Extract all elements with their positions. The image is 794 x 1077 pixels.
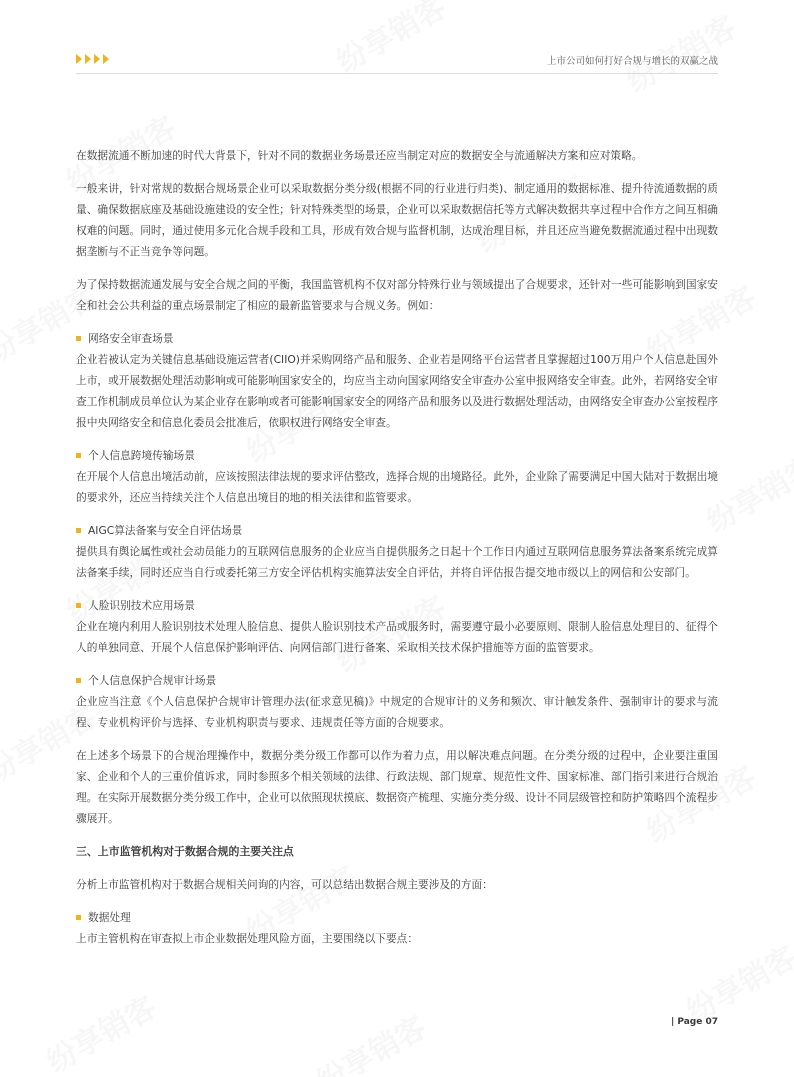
paragraph-analysis: 分析上市监管机构对于数据合规相关问询的内容，可以总结出数据合规主要涉及的方面： (76, 878, 493, 891)
section-heading-3: 三、上市监管机构对于数据合规的主要关注点 (76, 845, 294, 858)
section-heading (76, 445, 718, 466)
section-heading (76, 907, 718, 928)
section-title: AIGC算法备案与安全自评估场景 (88, 524, 243, 537)
section-body: 企业应当注意《个人信息保护合规审计管理办法(征求意见稿)》中规定的合规审计的义务和频次、审计触发条件、强制审计的要求与流程、专业机构评价与选择、专业机构职责与要求、违规责任等方面的合规要求。 (76, 695, 718, 729)
paragraph-intro: 在数据流通不断加速的时代大背景下，针对不同的数据业务场景还应当制定对应的数据安全与流通解决方案和应对策略。 (76, 149, 643, 162)
paragraph-classification: 在上述多个场景下的合规治理操作中，数据分类分级工作都可以作为着力点，用以解决难点问题。在分类分级的过程中，企业要注重国家、企业和个人的三重价值诉求，同时参照多个相关领域的法律、行政法规、部门规章、规范性文件、国家标准、部门指引来进行合规治理。在实际开展数据分类分级工作中，企业可以依照现状摸底、数据资产梳理、实施分类分级、设计不同层级管控和防护策略四个流程步骤展开。 (76, 749, 718, 825)
bullet-square-icon (76, 915, 81, 920)
paragraph-general: 一般来讲，针对常规的数据合规场景企业可以采取数据分类分级(根据不同的行业进行归类)、制定通用的数据标准、提升待流通数据的质量、确保数据底座及基础设施建设的安全性；针对特殊类型的场景，企业可以采取数据信托等方式解决数据共享过程中合作方之间互相确权难的问题。同时，通过使用多元化合规手段和工具，形成有效合规与监督机制，达成治理目标，并且还应当避免数据流通过程中出现数据垄断与不正当竞争等问题。 (76, 182, 718, 258)
section-heading (76, 670, 718, 691)
section-title: 个人信息保护合规审计场景 (88, 674, 217, 687)
section-title: 个人信息跨境传输场景 (88, 449, 195, 462)
section-body: 企业若被认定为关键信息基础设施运营者(CIIO)并采购网络产品和服务、企业若是网络平台运营者且掌握超过100万用户个人信息赴国外上市，或开展数据处理活动影响或可能影响国家安全的，均应当主动向国家网络安全审查办公室申报网络安全审查。此外，若网络安全审查工作机制成员单位认为某企业存在影响或者可能影响国家安全的网络产品和服务以及进行数据处理活动，由网络安全审查办公室按程序报中央网络安全和信息化委员会批准后，依职权进行网络安全审查。 (76, 353, 718, 429)
section-body: 提供具有舆论属性或社会动员能力的互联网信息服务的企业应当自提供服务之日起十个工作日内通过互联网信息服务算法备案系统完成算法备案手续，同时还应当自行或委托第三方安全评估机构实施算法安全自评估，并将自评估报告提交地市级以上的网信和公安部门。 (76, 545, 718, 579)
section-heading (76, 595, 718, 616)
bullet-square-icon (76, 453, 81, 458)
page-header (76, 52, 718, 72)
section-heading (76, 328, 718, 349)
page-number: | Page 07 (670, 1017, 718, 1027)
section-network-security-review (76, 328, 718, 433)
section-body: 在开展个人信息出境活动前，应该按照法律法规的要求评估整改，选择合规的出境路径。此外，企业除了需要满足中国大陆对于数据出境的要求外，还应当持续关注个人信息出境目的地的相关法律和监管要求。 (76, 470, 718, 504)
header-title: 上市公司如何打好合规与增长的双赢之战 (546, 56, 718, 67)
section-data-processing (76, 907, 718, 949)
bullet-square-icon (76, 336, 81, 341)
section-face-recognition (76, 595, 718, 658)
section-title: 人脸识别技术应用场景 (88, 599, 195, 612)
bullet-square-icon (76, 678, 81, 683)
section-body: 企业在境内利用人脸识别技术处理人脸信息、提供人脸识别技术产品或服务时，需要遵守最小必要原则、限制人脸信息处理目的、征得个人的单独同意、开展个人信息保护影响评估、向网信部门进行备案、采取相关技术保护措施等方面的监管要求。 (76, 620, 718, 654)
section-title: 网络安全审查场景 (88, 332, 174, 345)
section-compliance-audit (76, 670, 718, 733)
arrow-decoration-icon (76, 54, 109, 64)
section-heading (76, 520, 718, 541)
watermark (307, 1003, 433, 1077)
section-cross-border-transfer (76, 445, 718, 508)
section-body: 上市主管机构在审查拟上市企业数据处理风险方面，主要围绕以下要点： (76, 932, 419, 945)
main-content (76, 145, 718, 961)
watermark (37, 983, 163, 1077)
paragraph-balance: 为了保持数据流通发展与安全合规之间的平衡，我国监管机构不仅对部分特殊行业与领域提出了合规要求，还针对一些可能影响到国家安全和社会公共利益的重点场景制定了相应的最新监管要求与合规义务。例如： (76, 278, 718, 312)
section-aigc-filing (76, 520, 718, 583)
header-divider (76, 73, 718, 74)
section-title: 数据处理 (88, 911, 131, 924)
bullet-square-icon (76, 603, 81, 608)
bullet-square-icon (76, 528, 81, 533)
